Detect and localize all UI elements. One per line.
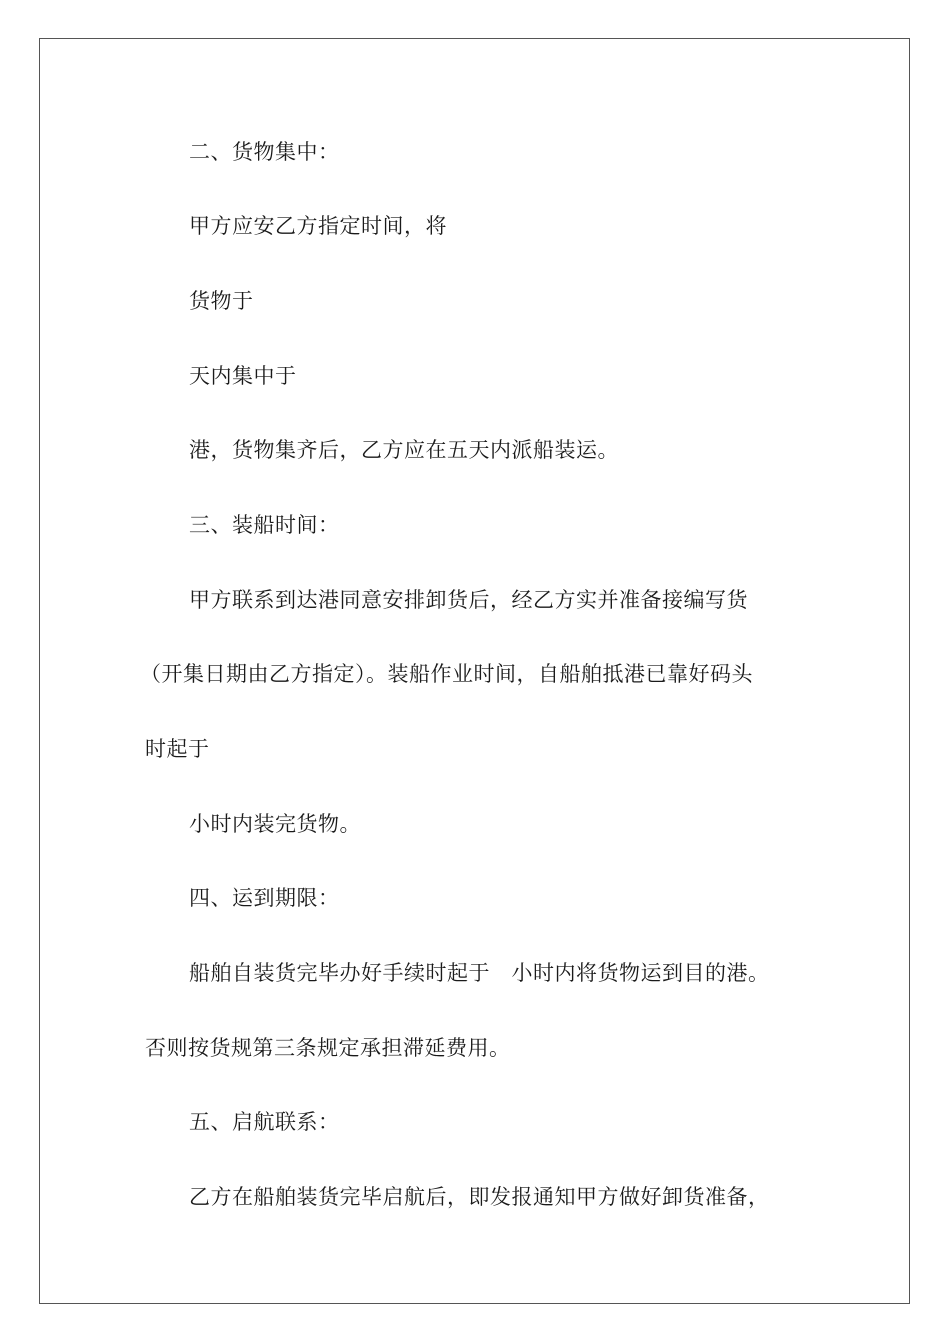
paragraph-line: 时起于 [145,737,210,761]
paragraph-line: 港，货物集齐后，乙方应在五天内派船装运。 [189,438,619,462]
section-heading-2: 二、货物集中： [189,140,340,164]
paragraph-line: 小时内装完货物。 [189,812,361,836]
section-heading-3: 三、装船时间： [189,513,340,537]
paragraph-line: 甲方应安乙方指定时间，将 [189,214,447,238]
paragraph-line: 否则按货规第三条规定承担滞延费用。 [145,1036,511,1060]
paragraph-line: 货物于 [189,289,254,313]
paragraph-line: 天内集中于 [189,364,297,388]
paragraph-line: （开集日期由乙方指定）。装船作业时间，自船舶抵港已靠好码头 [140,662,753,686]
paragraph-line: 船舶自装货完毕办好手续时起于 小时内将货物运到目的港。 [189,961,770,985]
paragraph-line: 甲方联系到达港同意安排卸货后，经乙方实并准备接编写货 [189,588,748,612]
section-heading-5: 五、启航联系： [189,1110,340,1134]
paragraph-line: 乙方在船舶装货完毕启航后，即发报通知甲方做好卸货准备， [189,1185,770,1209]
section-heading-4: 四、运到期限： [189,886,340,910]
